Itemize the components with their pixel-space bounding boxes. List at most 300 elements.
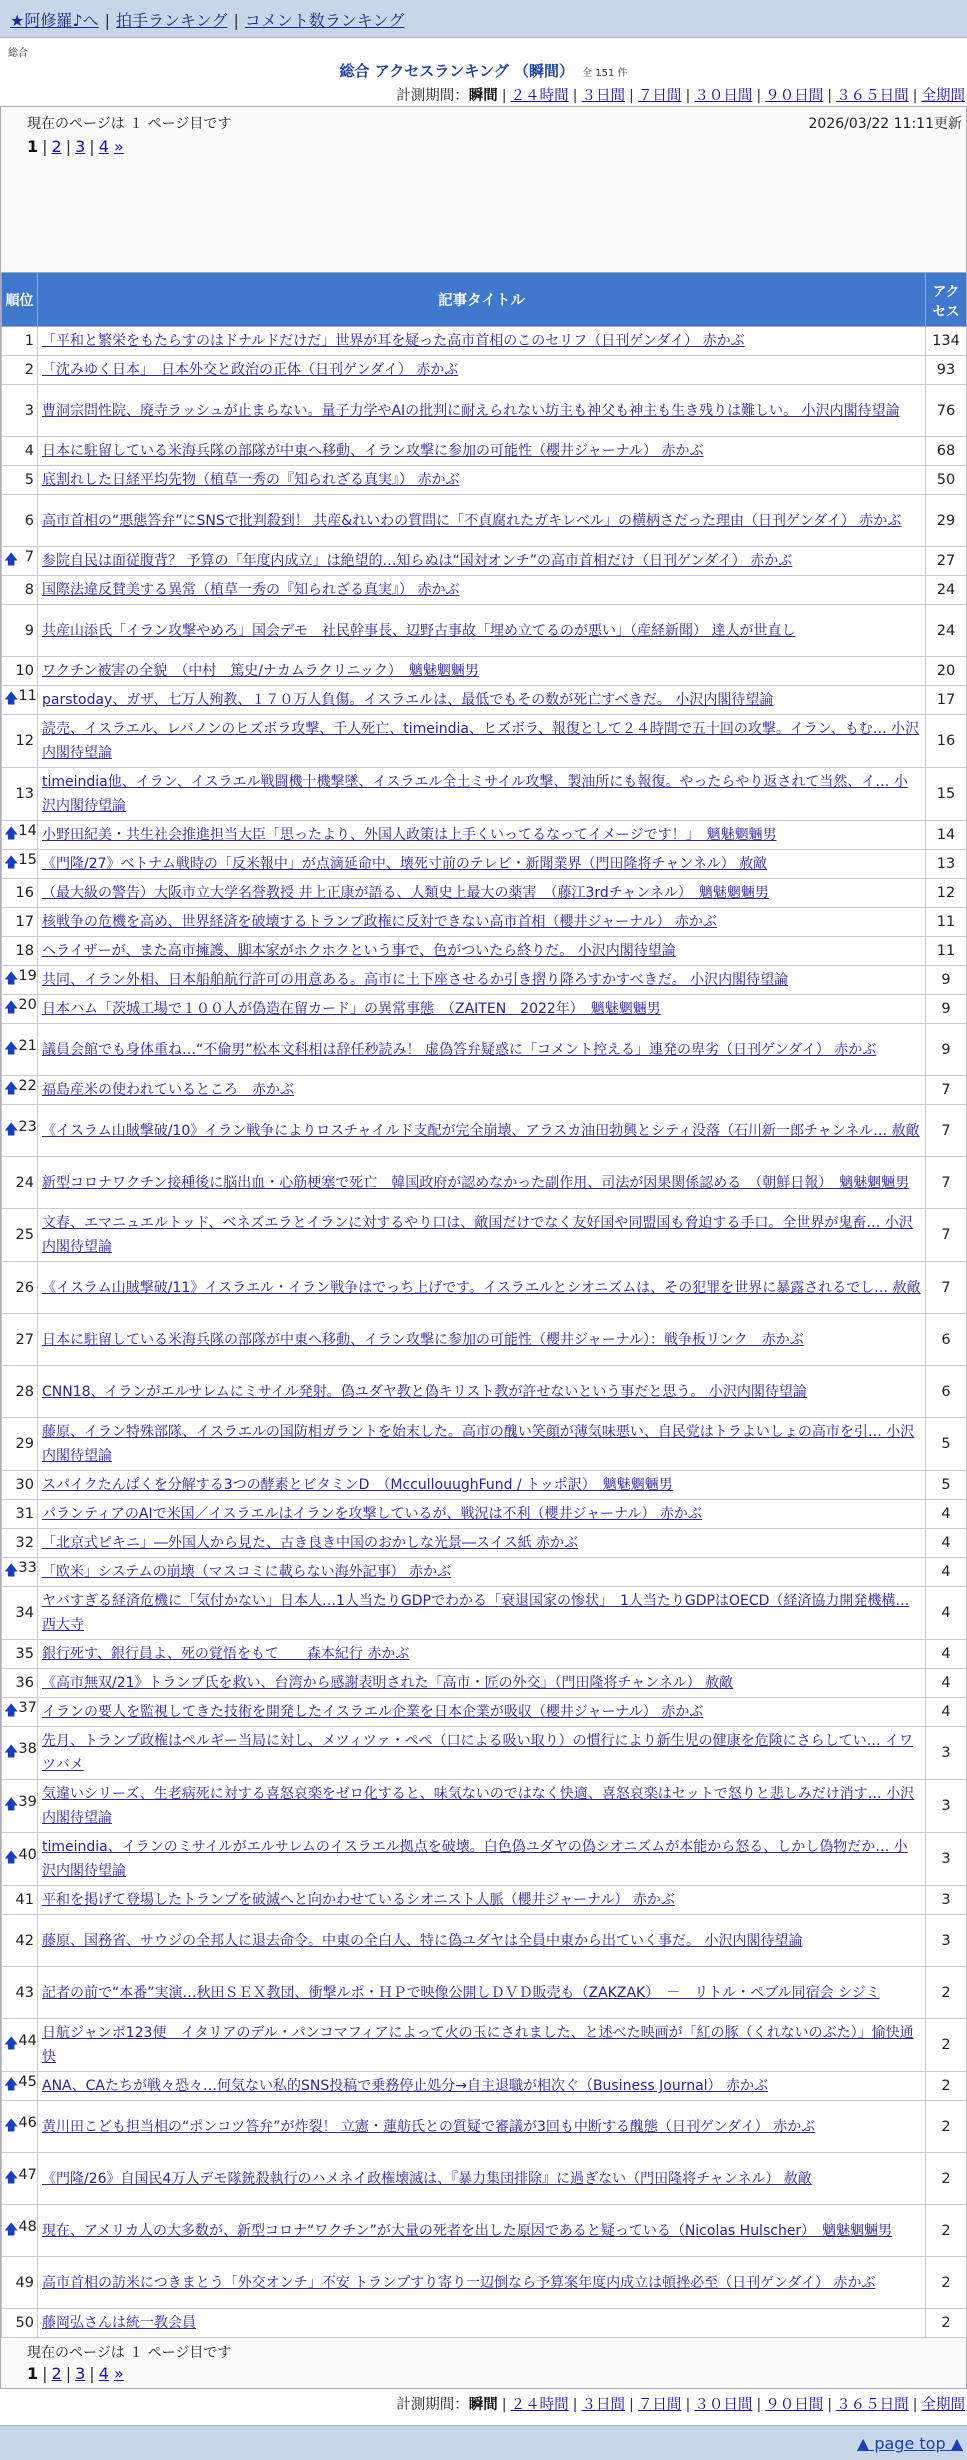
access-cell: 134 — [926, 327, 967, 356]
page-link[interactable]: 4 — [98, 137, 109, 156]
clap-ranking-link[interactable]: 拍手ランキング — [115, 11, 228, 30]
rank-number: 13 — [15, 786, 34, 802]
rank-cell — [2, 495, 38, 547]
title-cell — [38, 576, 926, 605]
rank-number: 37 — [18, 1700, 37, 1716]
table-row — [2, 1418, 967, 1471]
table-row — [2, 908, 967, 937]
separator: | — [501, 2397, 507, 2413]
rank-cell — [2, 356, 38, 385]
article-link[interactable]: 気違いシリーズ、生老病死に対する喜怒哀楽をゼロ化すると、味気ないのではなく快適、喜怒哀楽はセットで怒りと悲しみだけ消す… 小沢内閣待望論 — [42, 1786, 915, 1826]
access-cell: 9 — [926, 966, 967, 995]
rank-cell — [2, 2309, 38, 2338]
rank-number: 9 — [24, 622, 34, 639]
table-row — [2, 466, 967, 495]
title-cell — [38, 327, 926, 356]
access-cell: 3 — [926, 1780, 967, 1833]
article-link[interactable]: 日航ジャンボ123便 イタリアのデル・パンコマフィアによって火の玉にされました、と述べた映画が「紅の豚（くれないのぶた）」愉快通快 — [42, 2025, 914, 2065]
article-link[interactable]: parstoday、ガザ、七万人殉教、１７０万人負傷。イスラエルは、最低でもその数が死亡すべきだ。 小沢内閣待望論 — [42, 692, 774, 708]
access-cell: 4 — [926, 1640, 967, 1669]
rank-cell — [2, 1780, 38, 1833]
article-link[interactable]: 文春、エマニュエルトッド、ベネズエラとイランに対するやり口は、敵国だけでなく友好国や同盟国も脅迫する手口。全世界が鬼畜… 小沢内閣待望論 — [42, 1215, 913, 1255]
access-cell: 3 — [926, 1727, 967, 1780]
arrow-up-icon: 🡅 — [4, 1000, 19, 1016]
rank-cell — [2, 2205, 38, 2257]
title-cell — [38, 1500, 926, 1529]
title-cell — [38, 1587, 926, 1640]
rank-number: 39 — [18, 1794, 37, 1810]
article-link[interactable]: timeindia、イランのミサイルがエルサレムのイスラエル拠点を破壊。白色偽ユダヤの偽シオニズムが本能から怒る、しかし偽物だか… 小沢内閣待望論 — [42, 1839, 908, 1879]
access-cell: 3 — [926, 1886, 967, 1915]
article-link[interactable]: timeindia他、イラン、イスラエル戦闘機十機撃墜、イスラエル全土ミサイル攻撃、製油所にも報復。やったらやり返されて当然、イ… 小沢内閣待望論 — [42, 774, 908, 814]
rank-cell — [2, 768, 38, 821]
rank-cell — [2, 1587, 38, 1640]
article-link[interactable]: 福島産米の使われているところ 赤かぶ — [42, 1082, 294, 1098]
page-link[interactable]: 3 — [75, 137, 86, 156]
table-row — [2, 2101, 967, 2153]
rank-cell — [2, 1471, 38, 1500]
rank-number: 25 — [15, 1227, 34, 1243]
table-row — [2, 1500, 967, 1529]
access-cell: 3 — [926, 1833, 967, 1886]
arrow-up-icon: 🡅 — [4, 855, 19, 871]
article-link[interactable]: 日本に駐留している米海兵隊の部隊が中東へ移動、イラン攻撃に参加の可能性（櫻井ジャーナル）：戦争板リンク 赤かぶ — [42, 1331, 804, 1348]
rank-cell — [2, 1558, 38, 1587]
access-cell: 4 — [926, 1587, 967, 1640]
table-row — [2, 1314, 967, 1366]
article-link[interactable]: 《高市無双/21》トランプ氏を救い、台湾から感謝表明された「高市・匠の外交」（門田隆将チャンネル） 赦敵 — [42, 1675, 734, 1691]
rank-number: 46 — [18, 2114, 37, 2131]
access-cell: 17 — [926, 686, 967, 715]
arrow-up-icon: 🡅 — [4, 2077, 19, 2093]
title-cell — [38, 2019, 926, 2072]
title-cell — [38, 1262, 926, 1314]
access-cell: 2 — [926, 2309, 967, 2338]
access-cell: 7 — [926, 1105, 967, 1157]
separator: | — [827, 88, 833, 104]
article-link[interactable]: 底割れした日経平均先物（植草一秀の『知られざる真実』） 赤かぶ — [42, 472, 460, 488]
arrow-up-icon: 🡅 — [4, 1121, 19, 1138]
period-link[interactable]: ２４時間 — [510, 2397, 569, 2413]
table-header-row — [2, 273, 967, 327]
title-cell — [38, 995, 926, 1024]
access-cell: 4 — [926, 1698, 967, 1727]
period-link[interactable]: ３０日間 — [694, 88, 753, 104]
table-row — [2, 2257, 967, 2309]
arrow-up-icon: 🡅 — [4, 1850, 19, 1866]
access-cell: 2 — [926, 2019, 967, 2072]
rank-cell — [2, 437, 38, 466]
separator: | — [912, 88, 918, 104]
table-row — [2, 966, 967, 995]
period-link[interactable]: ７日間 — [637, 88, 682, 104]
rank-number: 43 — [15, 1984, 34, 2001]
title-cell — [38, 1529, 926, 1558]
period-link[interactable]: ３０日間 — [694, 2397, 753, 2413]
rank-cell — [2, 547, 38, 576]
article-link[interactable]: 銀行死す、銀行員よ、死の覚悟をもて 森本紀行 赤かぶ — [42, 1646, 410, 1662]
access-cell: 5 — [926, 1418, 967, 1471]
comment-ranking-link[interactable]: コメント数ランキング — [244, 11, 405, 30]
article-link[interactable]: パランティアのAIで米国／イスラエルはイランを攻撃しているが、戦況は不利（櫻井ジャーナル） 赤かぶ — [42, 1506, 702, 1522]
rank-cell — [2, 576, 38, 605]
next-page-link[interactable]: » — [113, 137, 124, 156]
access-cell: 16 — [926, 715, 967, 768]
rank-number: 47 — [18, 2166, 37, 2183]
rank-number: 49 — [15, 2274, 34, 2291]
period-link[interactable]: ３日間 — [581, 2397, 626, 2413]
title-cell — [38, 1727, 926, 1780]
period-link[interactable]: 全期間 — [921, 2397, 965, 2413]
article-link[interactable]: 藤岡弘さんは統一教会員 — [42, 2315, 196, 2331]
rank-number: 30 — [15, 1477, 34, 1493]
rank-cell — [2, 1262, 38, 1314]
table-row — [2, 1209, 967, 1262]
pagination-top — [27, 137, 124, 156]
article-link[interactable]: 「平和と繁栄をもたらすのはドナルドだけだ」世界が耳を疑った高市首相のこのセリフ（日刊ゲンダイ） 赤かぶ — [42, 333, 745, 349]
title-cell — [38, 2257, 926, 2309]
separator: | — [756, 88, 762, 104]
access-cell: 7 — [926, 1076, 967, 1105]
page-link[interactable]: 4 — [98, 2364, 109, 2383]
next-page-link[interactable]: » — [113, 2364, 124, 2383]
rank-cell — [2, 1640, 38, 1669]
access-cell: 68 — [926, 437, 967, 466]
article-link[interactable]: 《イスラム山賊撃破/11》イスラエル・イラン戦争はでっち上げです。イスラエルとシオニズムは、その犯罪を世界に暴露されるでし… 赦敵 — [42, 1279, 921, 1296]
article-link[interactable]: 「欧米」システムの崩壊（マスコミに載らない海外記事） 赤かぶ — [42, 1564, 452, 1580]
page-link[interactable]: 2 — [51, 137, 62, 156]
article-link[interactable]: 読売、イスラエル、レバノンのヒズボラ攻撃、千人死亡、timeindia、ヒズボラ、報復として２４時間で五十回の攻撃。イラン、もむ… 小沢内閣待望論 — [42, 721, 920, 761]
article-link[interactable]: 現在、アメリカ人の大多数が、新型コロナ“ワクチン”が大量の死者を出した原因であると疑っている（Nicolas Hulscher） 魑魅魍魎男 — [42, 2222, 893, 2239]
article-link[interactable]: 藤原、国務省、サウジの全邦人に退去命令。中東の全白人、特に偽ユダヤは全員中東から出ていく事だ。 小沢内閣待望論 — [42, 1932, 803, 1949]
article-link[interactable]: 《門隆/26》自国民4万人デモ隊銃殺執行のハメネイ政権壊滅は、『暴力集団排除』に過ぎない（門田隆将チャンネル） 赦敵 — [42, 2170, 812, 2187]
period-link[interactable]: ３６５日間 — [836, 2397, 909, 2413]
rank-cell — [2, 1886, 38, 1915]
rank-number: 40 — [18, 1847, 37, 1863]
access-cell: 4 — [926, 1500, 967, 1529]
page-top-link[interactable]: ▲ page top ▲ — [856, 2434, 963, 2453]
rank-number: 27 — [15, 1331, 34, 1348]
period-current: 瞬間 — [468, 2397, 498, 2413]
rank-number: 41 — [15, 1892, 34, 1908]
separator: | — [685, 2397, 691, 2413]
period-link[interactable]: ７日間 — [637, 2397, 682, 2413]
title-cell — [38, 2205, 926, 2257]
table-row — [2, 1529, 967, 1558]
table-row — [2, 2019, 967, 2072]
article-link[interactable]: CNN18、イランがエルサレムにミサイル発射。偽ユダヤ教と偽キリスト教が許せないという事だと思う。 小沢内閣待望論 — [42, 1383, 807, 1400]
table-row — [2, 2072, 967, 2101]
period-link[interactable]: ３６５日間 — [836, 88, 909, 104]
access-cell: 2 — [926, 2072, 967, 2101]
rank-number: 8 — [24, 582, 34, 598]
title-cell — [38, 466, 926, 495]
title-cell — [38, 437, 926, 466]
table-row — [2, 2309, 967, 2338]
access-cell: 6 — [926, 1366, 967, 1418]
rank-number: 2 — [24, 362, 34, 378]
rank-cell — [2, 1833, 38, 1886]
separator: | — [42, 2364, 48, 2383]
title-cell — [38, 1833, 926, 1886]
title-cell — [38, 715, 926, 768]
arrow-up-icon: 🡅 — [4, 2221, 19, 2238]
access-cell: 13 — [926, 850, 967, 879]
rank-number: 35 — [15, 1646, 34, 1662]
article-link[interactable]: 参院自民は面従腹背？ 予算の「年度内成立」は絶望的…知らぬは“国対オンチ”の高市首相だけ（日刊ゲンダイ） 赤かぶ — [42, 553, 793, 569]
access-cell: 2 — [926, 2101, 967, 2153]
article-link[interactable]: 日本に駐留している米海兵隊の部隊が中東へ移動、イラン攻撃に参加の可能性（櫻井ジャーナル） 赤かぶ — [42, 443, 704, 459]
table-row — [2, 1967, 967, 2019]
title-cell — [38, 1209, 926, 1262]
rank-number: 31 — [15, 1506, 34, 1522]
title-cell — [38, 1915, 926, 1967]
period-label: 計測期間： — [396, 88, 469, 104]
rank-header: 順位 — [2, 273, 38, 327]
rank-number: 29 — [15, 1436, 34, 1452]
title-cell — [38, 2101, 926, 2153]
article-link[interactable]: 核戦争の危機を高め、世界経済を破壊するトランプ政権に反対できない高市首相（櫻井ジャーナル） 赤かぶ — [42, 914, 717, 930]
rank-cell — [2, 1105, 38, 1157]
pagination-bottom — [27, 2364, 124, 2383]
title-cell — [38, 657, 926, 686]
article-link[interactable]: 平和を掲げて登場したトランプを破滅へと向かわせているシオニスト人脈（櫻井ジャーナル） 赤かぶ — [42, 1892, 675, 1908]
table-row — [2, 1669, 967, 1698]
updated-time: 2026/03/22 11:11更新 — [808, 116, 962, 132]
access-cell: 76 — [926, 385, 967, 437]
article-link[interactable]: 小野田紀美・共生社会推進担当大臣「思ったより、外国人政策は上手くいってるなってイメージです！」 魑魅魍魎男 — [42, 827, 777, 843]
rank-cell — [2, 1500, 38, 1529]
article-link[interactable]: 黄川田こども担当相の“ポンコツ答弁”が炸裂！ 立憲・蓮舫氏との質疑で審議が3回も中断する醜態（日刊ゲンダイ） 赤かぶ — [42, 2118, 816, 2135]
arrow-up-icon: 🡅 — [4, 1563, 19, 1579]
table-row — [2, 1780, 967, 1833]
table-row — [2, 547, 967, 576]
access-cell: 24 — [926, 576, 967, 605]
article-link[interactable]: 議員会館でも身体重ね…“不倫男”松本文科相は辞任秒読み！ 虚偽答弁疑惑に「コメント控える」連発の卑劣（日刊ゲンダイ） 赤かぶ — [42, 1041, 877, 1058]
title-cell — [38, 1471, 926, 1500]
table-row — [2, 495, 967, 547]
title-cell — [38, 1967, 926, 2019]
period-link[interactable]: ９０日間 — [765, 2397, 824, 2413]
article-link[interactable]: 記者の前で“本番”実演…秋田ＳＥＸ教団、衝撃ルポ・ＨＰで映像公開しＤＶＤ販売も（ZAKZAK） － リトル・ペブル同宿会 シジミ — [42, 1984, 880, 2001]
page-link[interactable]: 3 — [75, 2364, 86, 2383]
arrow-up-icon: 🡅 — [4, 1744, 19, 1760]
title-cell — [38, 1886, 926, 1915]
article-link[interactable]: 《門隆/27》ベトナム戦時の「反米報中」が点滴延命中、壊死寸前のテレビ・新聞業界（門田隆将チャンネル） 赦敵 — [42, 856, 768, 872]
table-row — [2, 768, 967, 821]
title-cell — [38, 879, 926, 908]
rank-number: 17 — [15, 914, 34, 930]
separator: | — [501, 88, 507, 104]
table-row — [2, 995, 967, 1024]
access-cell: 6 — [926, 1314, 967, 1366]
rank-number: 45 — [18, 2074, 37, 2090]
article-link[interactable]: スパイクたんぱくを分解する3つの酵素とビタミンD （MccullouughFund / トッポ訳） 魑魅魍魎男 — [42, 1477, 673, 1493]
access-header: アクセス — [926, 273, 967, 327]
period-current: 瞬間 — [468, 88, 498, 104]
rank-cell — [2, 1314, 38, 1366]
access-cell: 29 — [926, 495, 967, 547]
rank-cell — [2, 1366, 38, 1418]
title-cell — [38, 1698, 926, 1727]
article-link[interactable]: 先月、トランプ政権はペルギー当局に対し、メツィツァ・ペペ（口による吸い取り）の慣行により新生児の健康を危険にさらしてい… イワツバメ — [42, 1733, 914, 1773]
rank-cell — [2, 1915, 38, 1967]
access-cell: 50 — [926, 466, 967, 495]
title-header: 記事タイトル — [38, 273, 926, 327]
access-cell: 3 — [926, 1915, 967, 1967]
rank-number: 7 — [24, 549, 34, 565]
home-link[interactable]: ★阿修羅♪へ — [10, 11, 99, 30]
article-link[interactable]: ワクチン被害の全貌 （中村 篤史/ナカムラクリニック） 魑魅魍魎男 — [42, 663, 479, 679]
article-link[interactable]: イランの要人を監視してきた技術を開発したイスラエル企業を日本企業が吸収（櫻井ジャーナル） 赤かぶ — [42, 1704, 704, 1720]
table-row — [2, 576, 967, 605]
rank-number: 10 — [15, 663, 34, 679]
rank-number: 16 — [15, 885, 34, 901]
article-link[interactable]: 曹洞宗問性院、廃寺ラッシュが止まらない。量子力学やAIの批判に耐えられない坊主も神父も神主も生き残りは難しい。 小沢内閣待望論 — [42, 402, 900, 419]
rank-cell — [2, 1209, 38, 1262]
rank-cell — [2, 1024, 38, 1076]
separator: | — [42, 137, 48, 156]
article-link[interactable]: 国際法違反賛美する異常（植草一秀の『知られざる真実』） 赤かぶ — [42, 582, 460, 598]
separator: | — [756, 2397, 762, 2413]
title-cell — [38, 850, 926, 879]
table-row — [2, 821, 967, 850]
page-current: 1 — [27, 2364, 39, 2383]
rank-cell — [2, 908, 38, 937]
separator: | — [685, 88, 691, 104]
rank-number: 12 — [15, 733, 34, 749]
rank-cell — [2, 966, 38, 995]
rank-cell — [2, 879, 38, 908]
separator: | — [65, 137, 72, 156]
title-cell — [38, 1640, 926, 1669]
table-row — [2, 1471, 967, 1500]
article-link[interactable]: 藤原、イラン特殊部隊、イスラエルの国防相ガラントを始末した。高市の醜い笑顔が薄気味悪い、自民党はトラよいしょの高市を引… 小沢内閣待望論 — [42, 1424, 915, 1464]
article-link[interactable]: 日本ハム「茨城工場で１００人が偽造在留カード」の異常事態 （ZAITEN 2022年） 魑魅魍魎男 — [42, 1001, 661, 1017]
page-title — [0, 60, 967, 81]
rank-number: 38 — [18, 1741, 37, 1757]
access-cell: 4 — [926, 1669, 967, 1698]
rank-number: 32 — [15, 1535, 34, 1551]
title-cell — [38, 495, 926, 547]
table-row — [2, 657, 967, 686]
access-cell: 5 — [926, 1471, 967, 1500]
rank-cell — [2, 1698, 38, 1727]
arrow-up-icon: 🡅 — [4, 1081, 19, 1097]
access-cell: 4 — [926, 1558, 967, 1587]
title-cell — [38, 1366, 926, 1418]
rank-number: 14 — [18, 823, 37, 839]
article-link[interactable]: ヤバすぎる経済危機に「気付かない」日本人…1人当たりGDPでわかる「衰退国家の惨状」 1人当たりGDPはOECD（経済協力開発機構… 西大寺 — [42, 1593, 910, 1633]
table-row — [2, 1915, 967, 1967]
access-cell: 9 — [926, 995, 967, 1024]
rank-cell — [2, 821, 38, 850]
total-count: 全 151 件 — [582, 68, 628, 79]
table-row — [2, 850, 967, 879]
access-cell: 7 — [926, 1209, 967, 1262]
access-cell: 27 — [926, 547, 967, 576]
title-cell — [38, 1780, 926, 1833]
article-link[interactable]: 「北京式ピキニ」―外国人から見た、古き良き中国のおかしな光景―スイス紙 赤かぶ — [42, 1535, 579, 1551]
title-cell — [38, 1024, 926, 1076]
period-link[interactable]: ９０日間 — [765, 88, 824, 104]
article-link[interactable]: 新型コロナワクチン接種後に脳出血・心筋梗塞で死亡 韓国政府が認めなかった副作用、司法が因果関係認める （朝鮮日報） 魑魅魍魎男 — [42, 1174, 910, 1191]
article-link[interactable]: 共同、イラン外相、日本船舶航行許可の用意ある。高市に土下座させるか引き摺り降ろすかすべきだ。 小沢内閣待望論 — [42, 972, 789, 988]
table-row — [2, 1262, 967, 1314]
table-row — [2, 1366, 967, 1418]
access-cell: 7 — [926, 1157, 967, 1209]
article-link[interactable]: ヘライザーが、また高市擁護、脚本家がホクホクという事で、色がついたら終りだ。 小沢内閣待望論 — [42, 943, 676, 959]
separator: | — [827, 2397, 833, 2413]
article-link[interactable]: ANA、CAたちが戦々恐々…何気ない私的SNS投稿で乗務停止処分→自主退職が相次ぐ（Business Journal） 赤かぶ — [42, 2078, 769, 2094]
separator: | — [572, 2397, 578, 2413]
access-cell: 4 — [926, 1529, 967, 1558]
rank-number: 34 — [15, 1605, 34, 1621]
article-link[interactable]: 高市首相の“悪態答弁”にSNSで批判殺到！ 共産&れいわの質問に「不貞腐れたガキレベル」の横柄さだった理由（日刊ゲンダイ） 赤かぶ — [42, 512, 902, 529]
table-row — [2, 1076, 967, 1105]
article-link[interactable]: 《イスラム山賊撃破/10》イラン戦争によりロスチャイルド支配が完全崩壊、アラスカ油田勃興とシティ没落（石川新一郎チャンネル… 赦敵 — [42, 1122, 920, 1139]
table-row — [2, 437, 967, 466]
rank-number: 24 — [15, 1174, 34, 1191]
rank-cell — [2, 1157, 38, 1209]
access-cell: 11 — [926, 937, 967, 966]
table-row — [2, 385, 967, 437]
rank-number: 1 — [24, 333, 34, 349]
access-cell: 11 — [926, 908, 967, 937]
rank-number: 18 — [15, 943, 34, 959]
page-info: 現在のページは １ ページ目です — [27, 116, 232, 132]
rank-number: 20 — [18, 997, 37, 1013]
rank-cell — [2, 2101, 38, 2153]
rank-number: 28 — [15, 1383, 34, 1400]
title-cell — [38, 821, 926, 850]
access-cell: 14 — [926, 821, 967, 850]
separator: | — [629, 2397, 634, 2413]
rank-cell — [2, 850, 38, 879]
top-navigation: ★阿修羅♪へ | 拍手ランキング | コメント数ランキング — [0, 0, 967, 38]
rank-number: 44 — [18, 2033, 37, 2049]
ranking-panel — [0, 106, 967, 2389]
arrow-up-icon: 🡅 — [4, 1797, 19, 1813]
table-row — [2, 879, 967, 908]
rank-cell — [2, 466, 38, 495]
period-link[interactable]: ３日間 — [581, 88, 626, 104]
rank-number: 21 — [18, 1037, 37, 1054]
page-info-bottom: 現在のページは １ ページ目です — [27, 2345, 232, 2361]
arrow-up-icon: 🡅 — [4, 2036, 19, 2052]
table-row — [2, 1640, 967, 1669]
access-cell: 2 — [926, 2205, 967, 2257]
article-link[interactable]: 高市首相の訪米につきまとう「外交オンチ」不安 トランプすり寄り一辺倒なら予算案年度内成立は頓挫必至（日刊ゲンダイ） 赤かぶ — [42, 2274, 876, 2291]
title-cell — [38, 908, 926, 937]
title-cell — [38, 2072, 926, 2101]
article-link[interactable]: 共産山添氏「イラン攻撃やめろ」国会デモ 社民幹事長、辺野古事故「埋め立てるのが悪い」（産経新聞） 達人が世直し — [42, 622, 796, 639]
table-row — [2, 1727, 967, 1780]
access-cell: 12 — [926, 879, 967, 908]
title-cell — [38, 2153, 926, 2205]
period-link[interactable]: 全期間 — [921, 88, 965, 104]
title-cell — [38, 356, 926, 385]
article-link[interactable]: 「沈みゆく日本」 日本外交と政治の正体（日刊ゲンダイ） 赤かぶ — [42, 362, 459, 378]
access-cell: 2 — [926, 1967, 967, 2019]
article-link[interactable]: （最大級の警告）大阪市立大学名誉教授 井上正康が語る、人類史上最大の薬害 （藤江3rdチャンネル） 魑魅魍魎男 — [42, 885, 769, 901]
rank-cell — [2, 995, 38, 1024]
rank-cell — [2, 1076, 38, 1105]
period-link[interactable]: ２４時間 — [510, 88, 569, 104]
page-link[interactable]: 2 — [51, 2364, 62, 2383]
arrow-up-icon: 🡅 — [4, 691, 19, 707]
table-row — [2, 937, 967, 966]
